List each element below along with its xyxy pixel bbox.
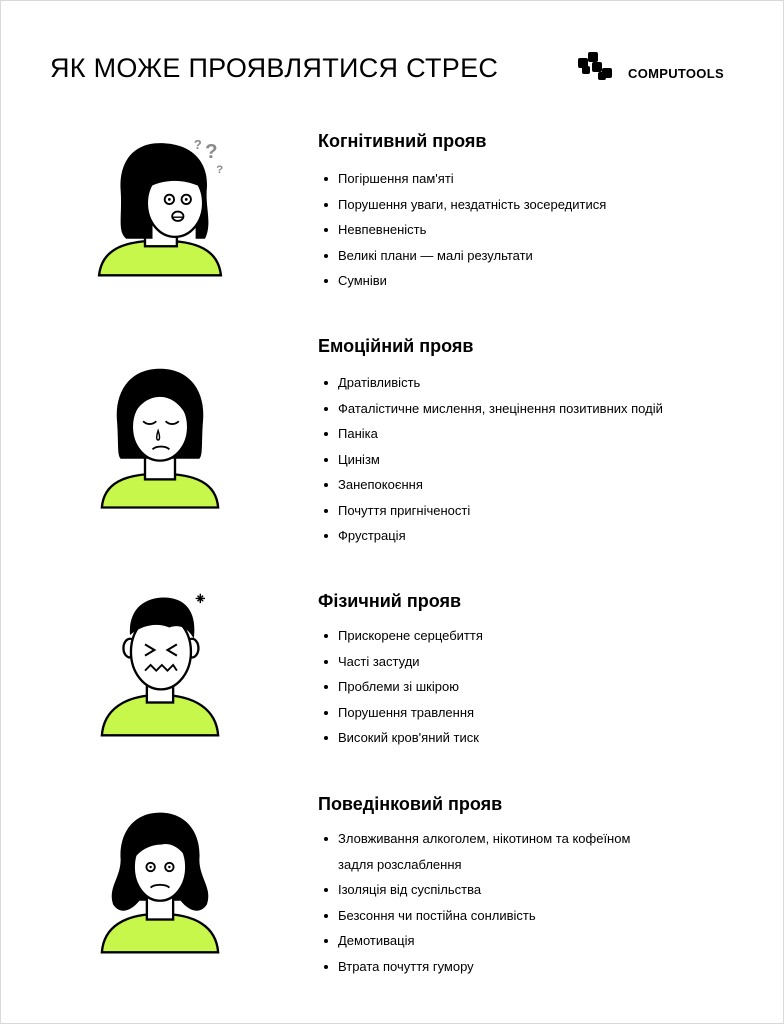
svg-text:?: ? bbox=[216, 164, 224, 177]
list-item: Високий кров'яний тиск bbox=[322, 725, 483, 751]
list-emotional bbox=[322, 370, 663, 549]
list-item: Фаталістичне мислення, знецінення позитивних подій bbox=[322, 396, 663, 422]
page-title: ЯК МОЖЕ ПРОЯВЛЯТИСЯ СТРЕС bbox=[50, 53, 499, 83]
pained-man-icon bbox=[90, 590, 230, 740]
list-item: Часті застуди bbox=[322, 649, 483, 675]
list-item: Ізоляція від суспільства bbox=[322, 877, 630, 903]
list-item: Проблеми зі шкірою bbox=[322, 674, 483, 700]
list-item: Великі плани — малі результати bbox=[322, 243, 606, 269]
list-item: задля розслаблення bbox=[338, 856, 462, 872]
section-title-emotional: Емоційний прояв bbox=[318, 336, 474, 356]
section-title-physical: Фізичний прояв bbox=[318, 591, 462, 611]
list-item: Порушення уваги, нездатність зосередитися bbox=[322, 192, 606, 218]
list-item: Паніка bbox=[322, 421, 663, 447]
confused-woman-icon bbox=[90, 130, 230, 280]
list-cognitive bbox=[322, 166, 606, 294]
list-item: Фрустрація bbox=[322, 523, 663, 549]
list-item: Втрата почуття гумору bbox=[322, 954, 630, 980]
svg-text:?: ? bbox=[205, 140, 218, 164]
sad-woman-icon bbox=[90, 365, 230, 515]
list-item: Цинізм bbox=[322, 447, 663, 473]
section-title-cognitive: Когнітивний прояв bbox=[318, 131, 487, 151]
list-item: Прискорене серцебиття bbox=[322, 623, 483, 649]
list-item: Погіршення пам'яті bbox=[322, 166, 606, 192]
list-item: Зловживання алкоголем, нікотином та кофеїном bbox=[322, 826, 630, 852]
list-item: Безсоння чи постійна сонливість bbox=[322, 903, 630, 929]
list-item: Сумніви bbox=[322, 268, 606, 294]
list-item: Дратівливість bbox=[322, 370, 663, 396]
list-item: Почуття пригніченості bbox=[322, 498, 663, 524]
upset-woman-icon bbox=[90, 807, 230, 957]
brand-name: COMPUTOOLS bbox=[628, 65, 724, 81]
list-item: Порушення травлення bbox=[322, 700, 483, 726]
list-item: Занепокоєння bbox=[322, 472, 663, 498]
section-title-behavioral: Поведінковий прояв bbox=[318, 794, 503, 814]
list-behavioral bbox=[322, 826, 630, 979]
list-physical bbox=[322, 623, 483, 751]
computools-logo-icon bbox=[578, 52, 618, 84]
list-item: Демотивація bbox=[322, 928, 630, 954]
brand-logo bbox=[578, 52, 724, 84]
list-item: Невпевненість bbox=[322, 217, 606, 243]
svg-text:?: ? bbox=[193, 136, 202, 152]
